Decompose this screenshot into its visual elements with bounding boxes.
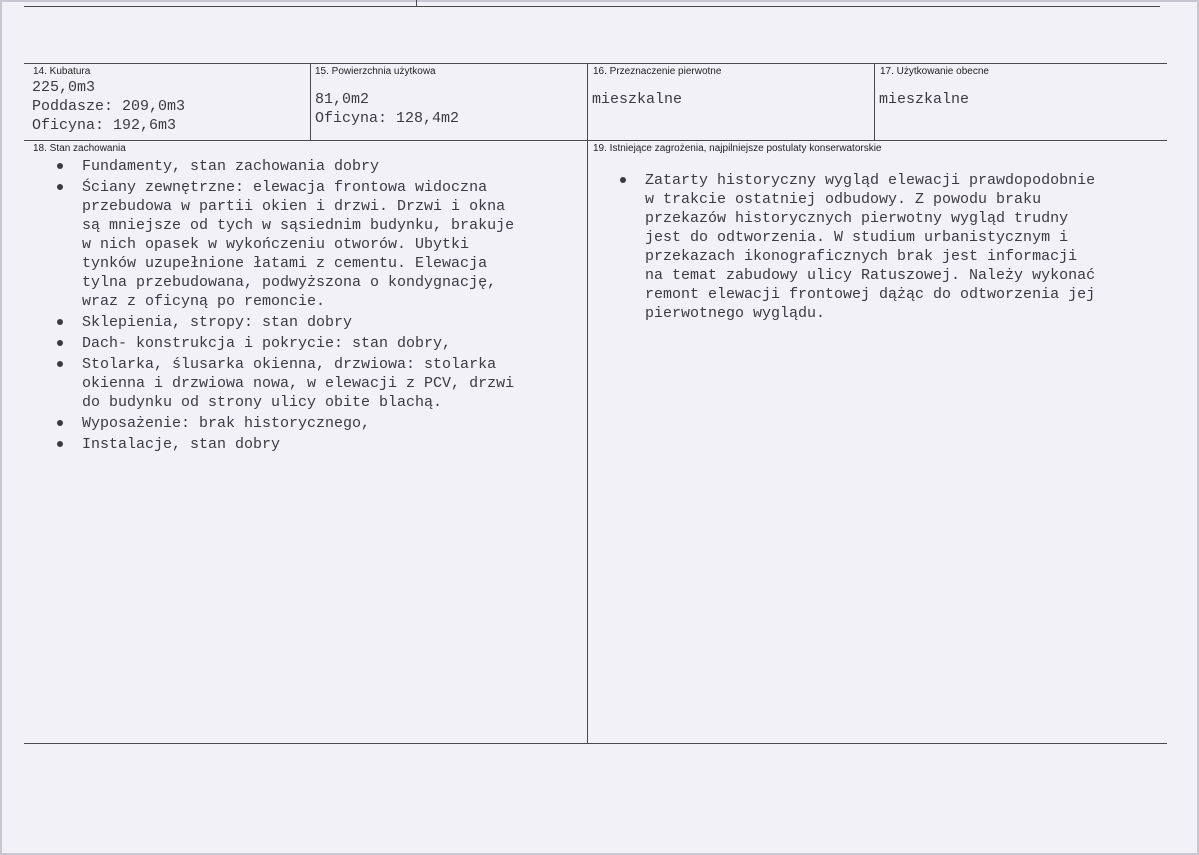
list-item-text: Instalacje, stan dobry [82,436,281,453]
list-item-text: Dach- konstrukcja i pokrycie: stan dobry, [82,335,452,352]
list-item [54,157,582,176]
list-item-text: Wyposażenie: brak historycznego, [82,415,371,432]
list-item-text: Stolarka, ślusarka okienna, drzwiowa: stolarka okienna i drzwiowa nowa, w elewacji z PCV, drzwi do budynku od strony ulicy obite blachą. [82,356,515,411]
list-item [54,435,582,454]
kubatura-label: 14. Kubatura [33,66,91,77]
przeznaczenie-label: 16. Przeznaczenie pierwotne [593,66,722,77]
table-bottom-rule [24,743,1167,744]
bullet-icon [57,441,63,447]
list-item [54,414,582,433]
list-item [54,334,582,353]
list-item-text: Sklepienia, stropy: stan dobry [82,314,353,331]
col-divider-3 [874,63,875,140]
list-item [54,355,582,412]
table-top-rule [24,63,1167,64]
top-rule [24,6,1160,7]
row-divider [24,140,1167,141]
bullet-icon [57,340,63,346]
kubatura-line: 225,0m3 [32,79,96,96]
list-item [617,171,1162,323]
uzytkowanie-label: 17. Użytkowanie obecne [880,66,989,77]
list-item-text: Zatarty historyczny wygląd elewacji prawdopodobnie w trakcie ostatniej odbudowy. Z powodu braku przekazów historycznych pierwotny wygląd trudny jest do odtworzenia. W studium urbanistycznym i przekazach ikonograficznych brak jest informacji na temat zabudowy ulicy Ratuszowej. Należy wykonać remont elewacji frontowej dążąc do odtworzenia jej pierwotnego wyglądu. [645,172,1096,322]
powierzchnia-value [315,90,459,128]
zagrozenia-label: 19. Istniejące zagrożenia, najpilniejsze postulaty konserwatorskie [593,143,882,154]
list-item [54,313,582,332]
kubatura-line: Oficyna: 192,6m3 [32,117,177,134]
powierzchnia-line: Oficyna: 128,4m2 [315,110,460,127]
kubatura-value [32,78,185,135]
top-divider [416,0,417,6]
bullet-icon [57,163,63,169]
kubatura-line: Poddasze: 209,0m3 [32,98,186,115]
zagrozenia-list [617,171,1162,325]
powierzchnia-label: 15. Powierzchnia użytkowa [315,66,436,77]
bullet-icon [620,177,626,183]
bullet-icon [57,184,63,190]
col-divider-1 [310,63,311,140]
uzytkowanie-value: mieszkalne [879,91,970,108]
stan-label: 18. Stan zachowania [33,143,126,154]
przeznaczenie-value: mieszkalne [592,91,683,108]
stan-list [54,157,582,456]
list-item-text: Fundamenty, stan zachowania dobry [82,158,380,175]
bullet-icon [57,420,63,426]
col-divider-2 [587,63,588,743]
list-item-text: Ściany zewnętrzne: elewacja frontowa widoczna przebudowa w partii okien i drzwi. Drzwi i okna są mniejsze od tych w sąsiednim budynku, brakuje w nich opasek w wykończeniu otworów. Ubytki tynków uzupełnione łatami z cementu. Elewacja tylna przebudowana, podwyższona o kondygnację, wraz z oficyną po remoncie. [82,179,515,310]
powierzchnia-line: 81,0m2 [315,91,370,108]
list-item [54,178,582,311]
bullet-icon [57,361,63,367]
bullet-icon [57,319,63,325]
